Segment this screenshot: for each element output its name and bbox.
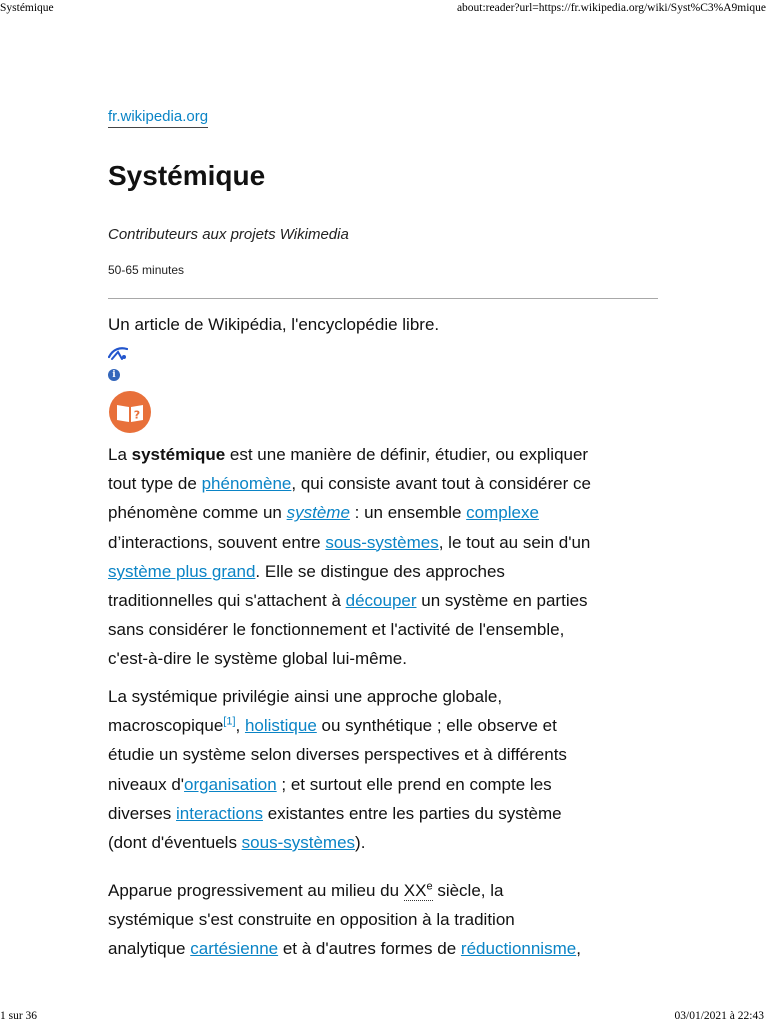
- paragraph-3: Apparue progressivement au milieu du XXe siècle, la systémique s'est construite en opposition à la tradition analytique cartésienne et à d'autres formes de réductionnisme,: [108, 880, 581, 959]
- bold-term: systémique: [131, 445, 226, 464]
- link-interactions[interactable]: interactions: [176, 803, 263, 823]
- source-domain-link[interactable]: fr.wikipedia.org: [108, 108, 208, 128]
- paragraph-2: La systémique privilégie ainsi une approche globale, macroscopique[1], holistique ou synthétique ; elle observe et étudie un système selon diverses perspectives et à différents niveaux d'organisation ; et surtout elle prend en compte les diverses interactions existantes entre les parties du système (dont d'éventuels sous-systèmes).: [108, 687, 567, 853]
- link-decouper[interactable]: découper: [345, 591, 417, 611]
- link-systeme-plus-grand[interactable]: système plus grand: [108, 561, 256, 581]
- link-cartesienne[interactable]: cartésienne: [190, 939, 279, 959]
- reading-time: 50-65 minutes: [108, 263, 185, 277]
- info-icon[interactable]: i: [108, 369, 120, 381]
- paragraph-1: La systémique est une manière de définir, étudier, ou expliquer tout type de phénomène, qui consiste avant tout à considérer ce phénomène comme un système : un ensemble complexe d’interactions, souvent entre sous-systèmes, le tout au sein d'un système plus grand. Elle se distingue des approches traditionnelles qui s'attachent à découper un système en parties sans considérer le fonctionnement et l'activité de l'ensemble, c'est-à-dire le système global lui-même.: [108, 445, 591, 669]
- reference-1[interactable]: [1]: [223, 715, 236, 728]
- link-reductionnisme[interactable]: réductionnisme: [460, 939, 577, 959]
- article-intro: Un article de Wikipédia, l'encyclopédie libre.: [108, 315, 440, 334]
- print-header-title: Systémique: [0, 2, 54, 14]
- print-header-url: about:reader?url=https://fr.wikipedia.org/wiki/Syst%C3%A9mique: [456, 2, 766, 14]
- print-footer-date: 03/01/2021 à 22:43: [674, 1010, 764, 1022]
- header-divider: [108, 298, 658, 299]
- link-organisation[interactable]: organisation: [184, 774, 277, 794]
- link-phenomene[interactable]: phénomène: [201, 474, 292, 494]
- article-credits: Contributeurs aux projets Wikimedia: [108, 226, 349, 243]
- century-abbr: XXe: [403, 880, 433, 900]
- link-holistique[interactable]: holistique: [244, 716, 317, 736]
- print-footer-page: 1 sur 36: [0, 1010, 38, 1022]
- article-title: Systémique: [108, 160, 266, 191]
- wikisource-icon[interactable]: [108, 346, 128, 362]
- book-question-icon[interactable]: [108, 390, 152, 434]
- link-complexe[interactable]: complexe: [466, 503, 539, 523]
- book-icon-glyph: ?: [133, 408, 141, 422]
- link-sous-systemes[interactable]: sous-systèmes: [325, 532, 439, 552]
- link-systeme[interactable]: système: [286, 503, 350, 523]
- link-sous-systemes-2[interactable]: sous-systèmes: [241, 833, 356, 853]
